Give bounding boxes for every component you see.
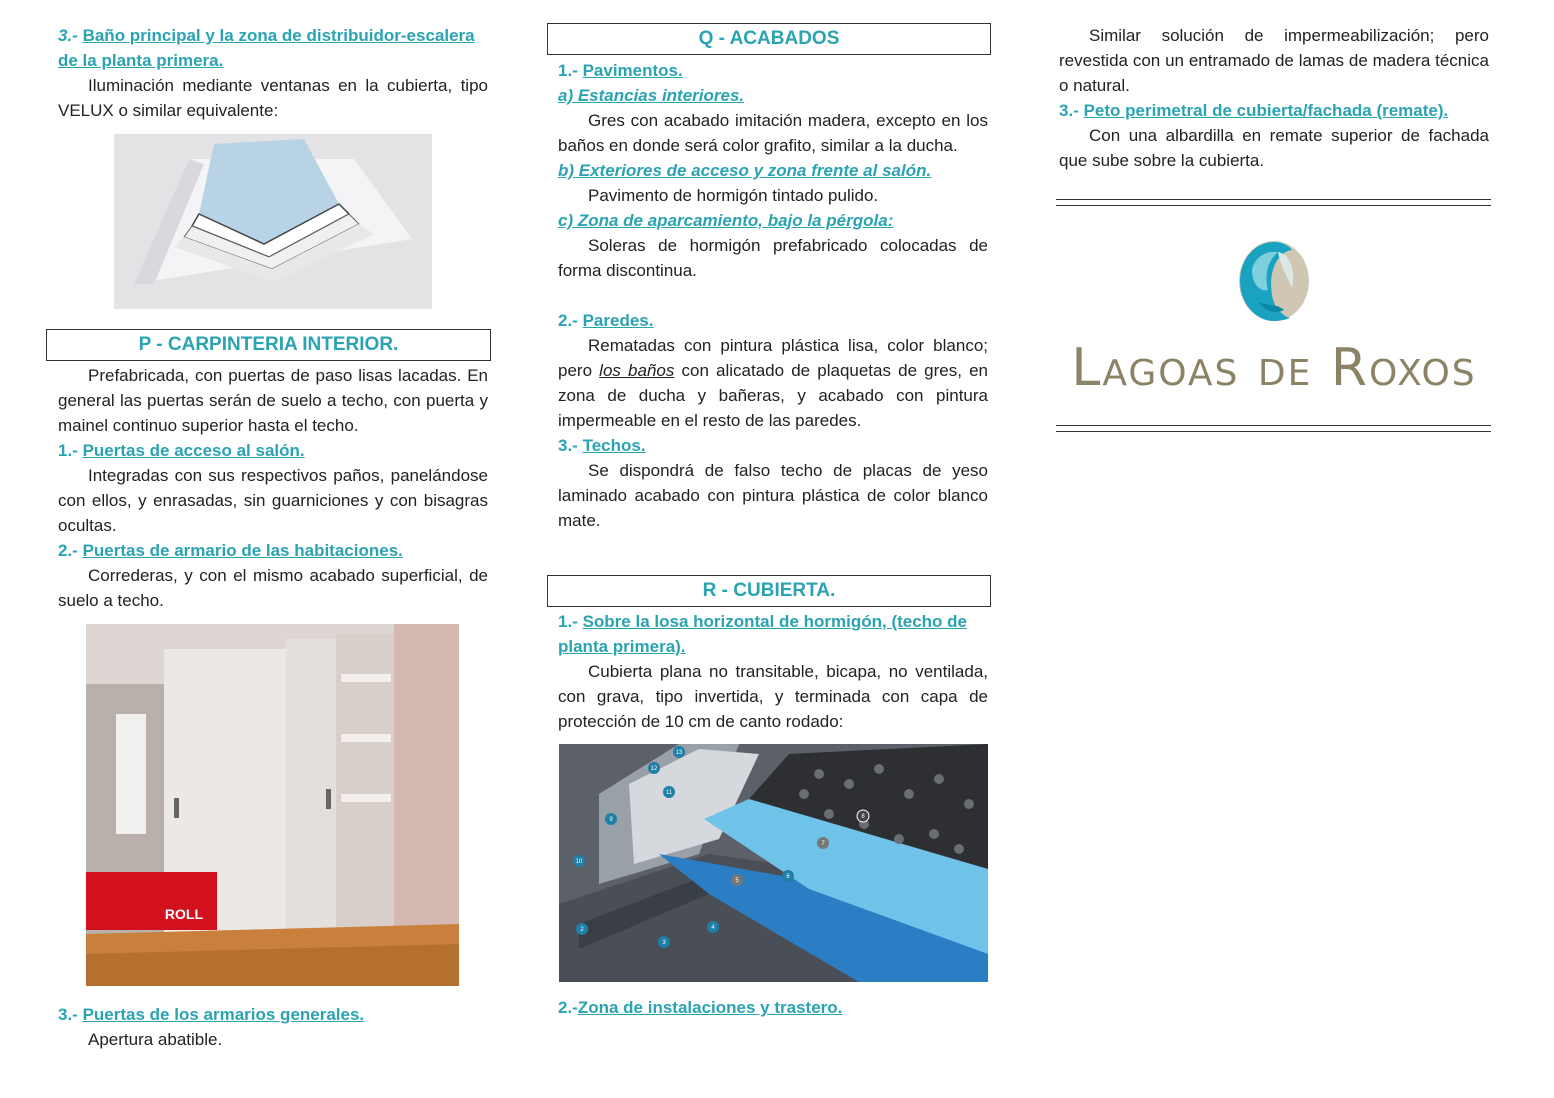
section-p-header: P - CARPINTERIA INTERIOR. bbox=[46, 329, 491, 361]
roll-badge bbox=[86, 872, 217, 930]
q2-heading: 2.- Paredes. bbox=[558, 311, 654, 330]
column-right bbox=[1059, 23, 1489, 173]
logo-icon bbox=[1238, 240, 1310, 322]
column-middle-2 bbox=[558, 609, 988, 734]
p1-heading: 1.- Puertas de acceso al salón. bbox=[58, 441, 305, 460]
logo-text: Lagoas de Roxos bbox=[1071, 338, 1477, 398]
p2-heading: 2.- Puertas de armario de las habitaciones. bbox=[58, 541, 403, 560]
r2-heading: 2.-Zona de instalaciones y trastero. bbox=[558, 998, 843, 1017]
q3-heading: 3.- Techos. bbox=[558, 436, 646, 455]
skylight-image bbox=[114, 134, 432, 309]
roof-section-diagram bbox=[559, 744, 988, 982]
q1-heading: 1.- Pavimentos. bbox=[558, 61, 683, 80]
diagram-label-8: 8 bbox=[861, 814, 865, 820]
p3-heading: 3.- Puertas de los armarios generales. bbox=[58, 1005, 365, 1024]
diagram-label-6: 6 bbox=[786, 874, 790, 880]
diagram-label-9: 9 bbox=[609, 817, 613, 823]
r1-text: Cubierta plana no transitable, bicapa, no ventilada, con grava, tipo invertida, y terminada con capa de protección de 10 cm de canto rodado: bbox=[558, 662, 988, 731]
qb-text: Pavimento de hormigón tintado pulido. bbox=[588, 186, 879, 205]
logo-mark bbox=[1238, 240, 1310, 322]
qb-heading: b) Exteriores de acceso y zona frente al salón. bbox=[558, 161, 932, 180]
separator-bottom bbox=[1056, 425, 1491, 432]
diagram-label-12: 12 bbox=[650, 766, 658, 772]
section-3-text: Iluminación mediante ventanas en la cubierta, tipo VELUX o similar equivalente: bbox=[58, 76, 488, 120]
diagram-label-11: 11 bbox=[665, 790, 673, 796]
q3-text: Se dispondrá de falso techo de placas de yeso laminado acabado con pintura plástica de color blanco mate. bbox=[558, 461, 988, 530]
qc-text: Soleras de hormigón prefabricado colocadas de forma discontinua. bbox=[558, 236, 988, 280]
r3-text: Con una albardilla en remate superior de fachada que sube sobre la cubierta. bbox=[1059, 126, 1489, 170]
diagram-label-4: 4 bbox=[711, 925, 715, 931]
diagram-label-3: 3 bbox=[662, 940, 666, 946]
diagram-label-10: 10 bbox=[575, 859, 583, 865]
qc-heading: c) Zona de aparcamiento, bajo la pérgola: bbox=[558, 211, 894, 230]
p1-text: Integradas con sus respectivos paños, panelándose con ellos, y enrasadas, sin guarniciones y con bisagras ocultas. bbox=[58, 466, 488, 535]
p3-text: Apertura abatible. bbox=[88, 1030, 223, 1049]
diagram-label-13: 13 bbox=[675, 750, 683, 756]
diagram-label-2: 2 bbox=[580, 927, 584, 933]
r3-heading: 3.- Peto perimetral de cubierta/fachada (remate). bbox=[1059, 101, 1449, 120]
qa-heading: a) Estancias interiores. bbox=[558, 86, 745, 105]
r1-heading: 1.- Sobre la losa horizontal de hormigón, (techo de planta primera). bbox=[558, 612, 968, 656]
c-text: Similar solución de impermeabilización; pero revestida con un entramado de lamas de madera técnica o natural. bbox=[1059, 26, 1489, 95]
section-3-heading: 3.- Baño principal y la zona de distribuidor-escalera de la planta primera. bbox=[58, 26, 475, 70]
column-left bbox=[58, 23, 488, 123]
wardrobe-image bbox=[86, 624, 459, 986]
q2-text: Rematadas con pintura plástica lisa, color blanco; pero los baños con alicatado de plaquetas de gres, en zona de ducha y bañeras, y acabado con pintura impermeable en el resto de las paredes. bbox=[558, 336, 988, 430]
p2-text: Correderas, y con el mismo acabado superficial, de suelo a techo. bbox=[58, 566, 488, 610]
roll-label: ROLL bbox=[164, 906, 203, 922]
section-q-header: Q - ACABADOS bbox=[547, 23, 991, 55]
diagram-label-7: 7 bbox=[821, 841, 825, 847]
qa-text: Gres con acabado imitación madera, excepto en los baños en donde será color grafito, similar a la ducha. bbox=[558, 111, 988, 155]
column-middle-3 bbox=[558, 995, 988, 1020]
column-middle bbox=[558, 58, 988, 533]
column-left-3 bbox=[58, 1002, 488, 1052]
p-intro: Prefabricada, con puertas de paso lisas lacadas. En general las puertas serán de suelo a techo, con puerta y mainel continuo superior hasta el techo. bbox=[58, 366, 488, 435]
diagram-label-5: 5 bbox=[735, 878, 739, 884]
column-left-2 bbox=[58, 363, 488, 613]
section-r-header: R - CUBIERTA. bbox=[547, 575, 991, 607]
separator-top bbox=[1056, 199, 1491, 206]
